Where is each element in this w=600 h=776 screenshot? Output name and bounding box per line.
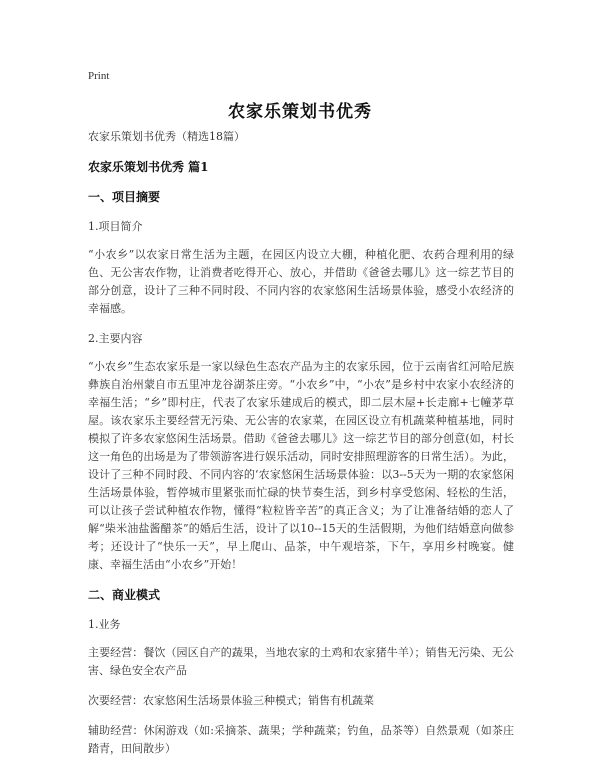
section-heading-business: 二、商业模式 — [88, 588, 161, 602]
section-heading-summary: 一、项目摘要 — [88, 190, 161, 204]
subheading-business: 1.业务 — [88, 618, 121, 631]
paragraph-content: “小农乡”生态农家乐是一家以绿色生态农产品为主的农家乐园，位于云南省红河哈尼族彝族自治州蒙自市五里冲龙谷湖茶庄旁。“小农乡”中，“小农”是乡村中农家小农经济的幸福生活；“乡”即村庄，代表了农家乐建成后的模式，即二层木屋+长走廊+七幢茅草屋。该农家乐主要经营无污染、无公害的农家菜，在园区设立有机蔬菜种植基地，同时模拟了许多农家悠闲生活场景。借助《爸爸去哪儿》这一综艺节目的部分创意(如，村长这一角色的出场是为了带领游客进行娱乐活动，同时安排照理游客的日常生活）。为此，设计了三种不同时段、不同内容的‘农家悠闲生活场景体验：以3--5天为一期的农家悠闲生活场景体验，暂停城市里紧张而忙碌的快节奏生活，到乡村享受悠闲、轻松的生活，可以让孩子尝试种植农作物，懂得“粒粒皆辛苦”的真正含义；为了让准备结婚的恋人了解“柴米油盐酱醋茶”的婚后生活，设计了以10--15天的生活假期，为他们结婚意向做参考；还设计了“快乐一天”，早上爬山、品茶，中午观培茶，下午，享用乡村晚宴。健康、幸福生活由“小农乡”开始！ — [88, 360, 514, 571]
page-title: 农家乐策划书优秀 — [228, 102, 372, 122]
document-body — [88, 128, 514, 770]
paragraph-main-business: 主要经营：餐饮（园区自产的蔬果，当地农家的土鸡和农家猪牛羊）；销售无污染、无公害、绿色安全农产品 — [88, 646, 514, 677]
article-title: 农家乐策划书优秀 篇1 — [88, 160, 209, 174]
paragraph-secondary-business: 次要经营：农家悠闲生活场景体验三种模式；销售有机蔬菜 — [88, 694, 374, 707]
subheading-intro: 1.项目简介 — [88, 220, 143, 233]
subheading-content: 2.主要内容 — [88, 332, 143, 345]
paragraph-intro: “小农乡”以农家日常生活为主题，在园区内设立大棚，种植化肥、农药合理利用的绿色、无公害农作物，让消费者吃得开心、放心，并借助《爸爸去哪儿》这一综艺节目的部分创意，设计了三种不同时段、不同内容的农家悠闲生活场景体验，感受小农经济的幸福感。 — [88, 248, 514, 315]
paragraph-aux-business: 辅助经营：休闲游戏（如:采摘茶、蔬果；学种蔬菜；钓鱼，品茶等）自然景观（如茶庄踏青，田间散步） — [88, 724, 515, 755]
document-subtitle: 农家乐策划书优秀（精选18篇） — [88, 130, 245, 143]
print-label[interactable]: Print — [88, 70, 110, 82]
